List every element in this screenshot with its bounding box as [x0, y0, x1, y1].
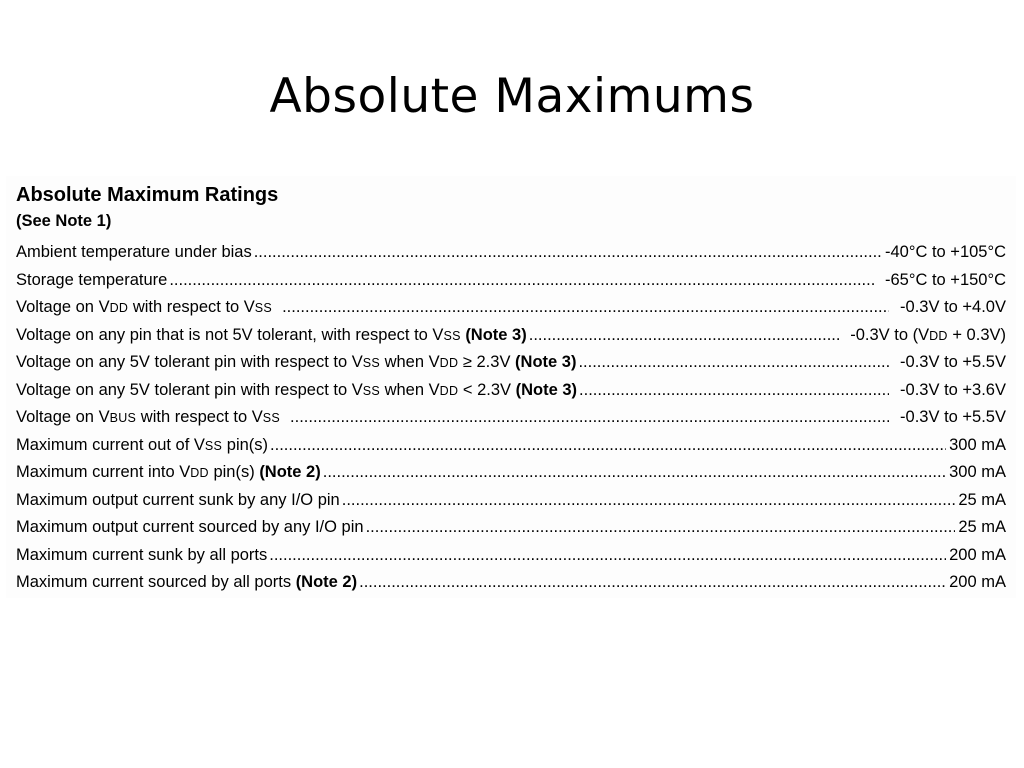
dot-leader	[290, 404, 889, 432]
rating-label: Maximum current into VDD pin(s) (Note 2)	[16, 463, 321, 481]
rating-label: Maximum current sourced by all ports (Note 2)	[16, 573, 358, 591]
rating-value: -65°C to +150°C	[885, 270, 1006, 289]
rating-value: -0.3V to +3.6V	[900, 380, 1006, 399]
rating-value: 25 mA	[958, 490, 1006, 509]
dot-leader	[323, 459, 946, 487]
dot-leader	[579, 377, 889, 405]
dot-leader	[169, 267, 874, 295]
rating-value: -0.3V to +5.5V	[900, 408, 1006, 426]
rating-label: Maximum output current sunk by any I/O pin	[16, 490, 340, 509]
rating-label: Voltage on any 5V tolerant pin with respect to VSS when VDD ≥ 2.3V (Note 3)	[16, 353, 577, 371]
rating-row-vdd-voltage	[16, 294, 1006, 322]
rating-row-ambient-temperature	[16, 239, 1006, 267]
rating-label: Maximum output current sourced by any I/O pin	[16, 518, 364, 536]
dot-leader	[529, 322, 839, 350]
rating-row-storage-temperature	[16, 267, 1006, 295]
rating-value: 200 mA	[949, 573, 1006, 591]
rating-label: Storage temperature	[16, 270, 168, 289]
rating-row-vss-current	[16, 432, 1006, 460]
dot-leader	[342, 487, 956, 515]
ratings-heading: Absolute Maximum Ratings	[16, 184, 279, 206]
rating-row-5v-tolerant-high	[16, 349, 1006, 377]
rating-row-5v-tolerant-low	[16, 377, 1006, 405]
dot-leader	[269, 542, 946, 570]
rating-value: -0.3V to +5.5V	[900, 353, 1006, 371]
ratings-list	[16, 239, 1006, 597]
dot-leader	[366, 514, 956, 542]
dot-leader	[270, 432, 946, 460]
rating-label: Maximum current sunk by all ports	[16, 545, 268, 564]
rating-value: 300 mA	[949, 463, 1006, 481]
rating-label: Voltage on VBUS with respect to VSS	[16, 408, 281, 426]
rating-row-vdd-current	[16, 459, 1006, 487]
rating-label: Maximum current out of VSS pin(s)	[16, 435, 269, 454]
dot-leader	[578, 349, 889, 377]
ratings-subheading: (See Note 1)	[16, 212, 112, 230]
rating-label: Voltage on VDD with respect to VSS	[16, 298, 273, 316]
rating-value: 25 mA	[958, 518, 1006, 536]
rating-label: Ambient temperature under bias	[16, 243, 252, 261]
rating-value: -0.3V to (VDD + 0.3V)	[850, 325, 1006, 344]
rating-label: Voltage on any 5V tolerant pin with respect to VSS when VDD < 2.3V (Note 3)	[16, 380, 578, 399]
rating-row-non-5v-tolerant-pin	[16, 322, 1006, 350]
rating-row-ports-sink-current	[16, 542, 1006, 570]
rating-value: -0.3V to +4.0V	[900, 298, 1006, 316]
rating-row-io-sink-current	[16, 487, 1006, 515]
dot-leader	[282, 294, 889, 322]
rating-label: Voltage on any pin that is not 5V tolerant, with respect to VSS (Note 3)	[16, 325, 527, 344]
rating-value: 200 mA	[949, 545, 1006, 564]
dot-leader	[254, 239, 882, 267]
rating-value: 300 mA	[949, 435, 1006, 454]
dot-leader	[359, 569, 946, 597]
rating-row-io-source-current	[16, 514, 1006, 542]
rating-row-ports-source-current	[16, 569, 1006, 597]
rating-value: -40°C to +105°C	[885, 243, 1006, 261]
slide-title: Absolute Maximums	[269, 69, 755, 124]
rating-row-vbus-voltage	[16, 404, 1006, 432]
